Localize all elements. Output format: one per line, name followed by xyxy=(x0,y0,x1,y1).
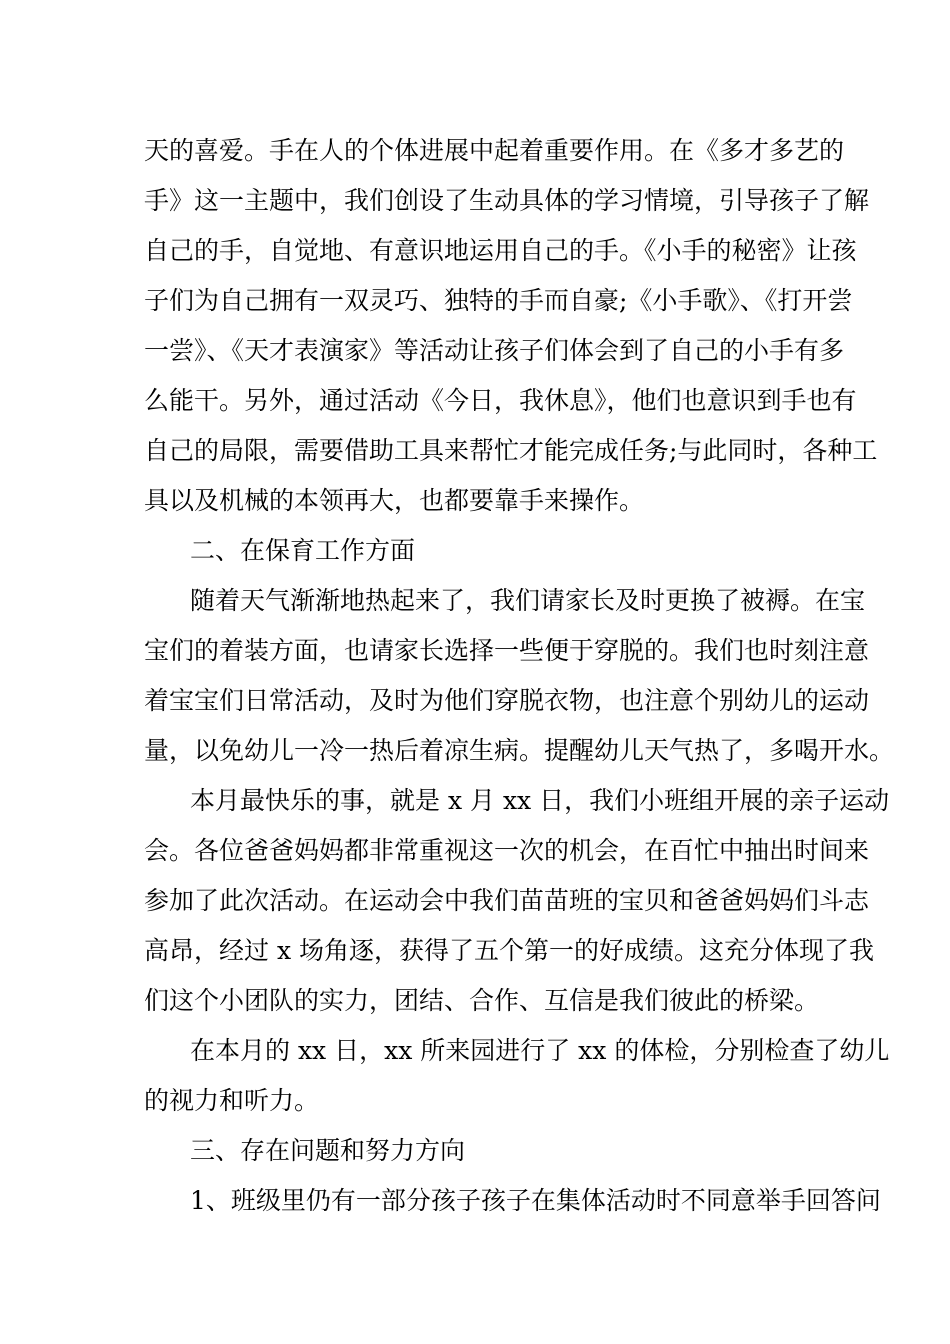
section-heading: 三、存在问题和努力方向 xyxy=(190,1136,466,1165)
text-line: 的视力和听力。 xyxy=(144,1086,320,1115)
text-line: 参加了此次活动。在运动会中我们苗苗班的宝贝和爸爸妈妈们斗志 xyxy=(144,886,870,915)
text-line: 宝们的着装方面，也请家长选择一些便于穿脱的。我们也时刻注意 xyxy=(144,636,870,665)
text-line: 着宝宝们日常活动，及时为他们穿脱衣物，也注意个别幼儿的运动 xyxy=(144,686,870,715)
text-line: 在本月的 xx 日，xx 所来园进行了 xx 的体检，分别检查了幼儿 xyxy=(190,1036,890,1065)
text-line: 本月最快乐的事，就是 x 月 xx 日，我们小班组开展的亲子运动 xyxy=(190,786,890,815)
text-line: 一尝》、《天才表演家》等活动让孩子们体会到了自己的小手有多 xyxy=(144,336,845,365)
text-line: 子们为自己拥有一双灵巧、独特的手而自豪;《小手歌》、《打开尝 xyxy=(144,286,853,315)
text-line: 高昂，经过 x 场角逐，获得了五个第一的好成绩。这充分体现了我 xyxy=(144,936,874,965)
text-line: 手》这一主题中，我们创设了生动具体的学习情境，引导孩子了解 xyxy=(144,186,870,215)
text-line: 随着天气渐渐地热起来了，我们请家长及时更换了被褥。在宝 xyxy=(190,586,866,615)
text-line: 们这个小团队的实力，团结、合作、互信是我们彼此的桥梁。 xyxy=(144,986,820,1015)
text-line: 自己的手，自觉地、有意识地运用自己的手。《小手的秘密》让孩 xyxy=(144,236,857,265)
text-line: 自己的局限，需要借助工具来帮忙才能完成任务;与此同时，各种工 xyxy=(144,436,878,465)
text-line: 么能干。另外，通过活动《今日，我休息》，他们也意识到手也有 xyxy=(144,386,857,415)
text-line: 天的喜爱。手在人的个体进展中起着重要作用。在《多才多艺的 xyxy=(144,136,845,165)
section-heading: 二、在保育工作方面 xyxy=(190,536,416,565)
text-line: 具以及机械的本领再大，也都要靠手来操作。 xyxy=(144,486,645,515)
text-line: 会。各位爸爸妈妈都非常重视这一次的机会，在百忙中抽出时间来 xyxy=(144,836,870,865)
text-line: 量，以免幼儿一冷一热后着凉生病。提醒幼儿天气热了，多喝开水。 xyxy=(144,736,895,765)
text-line: 1、班级里仍有一部分孩子孩子在集体活动时不同意举手回答问 xyxy=(190,1186,881,1215)
